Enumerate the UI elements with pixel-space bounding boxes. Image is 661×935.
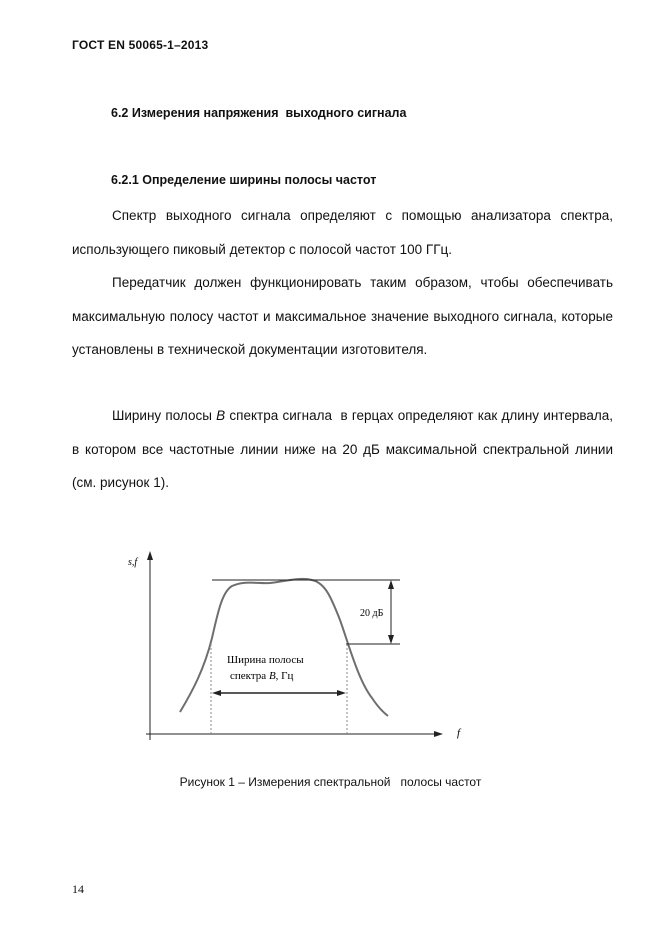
spectrum-figure (0, 540, 661, 760)
y-axis-label: s,f (128, 557, 138, 568)
document-header: ГОСТ EN 50065-1–2013 (72, 38, 209, 52)
bandwidth-arrow-left (212, 690, 221, 696)
paragraph-1-text: Спектр выходного сигнала определяют с помощью анализатора спектра, использующего пиковый детектор с полосой частот 100 ГГц. (72, 208, 613, 257)
paragraph-1 (72, 199, 613, 266)
y-axis-arrow (147, 551, 153, 560)
x-axis-label: f (457, 727, 461, 739)
paragraph-3-text (72, 399, 617, 500)
spectrum-curve (180, 579, 388, 716)
page-number: 14 (72, 882, 84, 896)
paragraph-3-start: Ширину полосы (112, 408, 217, 423)
x-axis-arrow (434, 731, 443, 737)
figure-caption: Рисунок 1 – Измерения спектральной полосы частот (179, 775, 482, 789)
paragraph-2 (72, 266, 613, 367)
section-heading: 6.2 Измерения напряжения выходного сигнала (111, 106, 407, 120)
bandwidth-label-line1: Ширина полосы (227, 654, 304, 666)
paragraph-3 (72, 399, 617, 500)
subsection-heading: 6.2.1 Определение ширины полосы частот (111, 173, 377, 187)
bandwidth-arrow-right (337, 690, 346, 696)
bandwidth-label-line2 (230, 670, 294, 682)
bandwidth-variable: B (216, 408, 226, 423)
bandwidth-label-suffix: , Гц (275, 670, 294, 682)
db-arrow-top (388, 580, 394, 589)
db-label: 20 дБ (360, 608, 384, 619)
bandwidth-label-prefix: спектра (230, 670, 269, 682)
paragraph-2-text: Передатчик должен функционировать таким образом, чтобы обеспечивать максимальную полосу частот и максимальное значение выходного сигнала, которые установлены в технической документации изготовителя. (72, 275, 613, 357)
paragraph-3-end: спектра сигнала в герцах определяют как длину интервала, в котором все частотные линии ниже на 20 дБ максимальной спектральной линии (см. рисунок 1). (72, 408, 617, 490)
db-arrow-bottom (388, 635, 394, 644)
bandwidth-label-var: B (268, 670, 276, 682)
